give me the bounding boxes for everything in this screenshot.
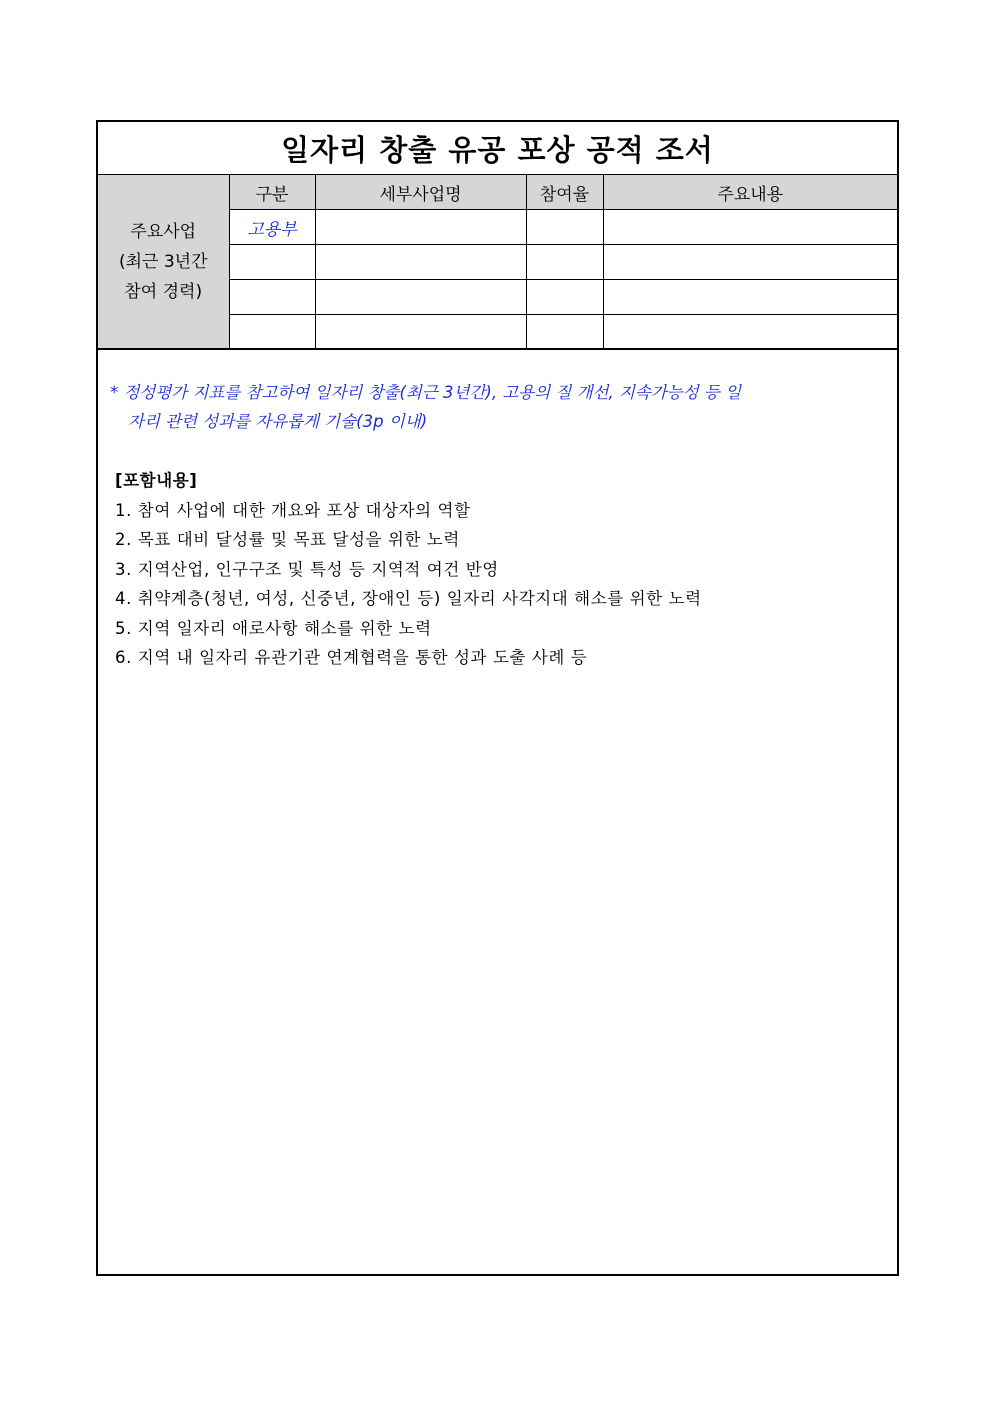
include-item: 3. 지역산업, 인구구조 및 특성 등 지역적 여건 반영 <box>115 559 499 579</box>
main-projects-label <box>98 175 229 350</box>
form-title: 일자리 창출 유공 포상 공적 조서 <box>98 122 897 175</box>
header-participation-rate: 참여율 <box>526 175 603 210</box>
table-header-row <box>98 175 897 210</box>
include-heading: [포함내용] <box>115 471 198 490</box>
cell-main-content[interactable] <box>603 280 897 315</box>
include-contents <box>115 466 702 673</box>
cell-project-name[interactable] <box>315 280 526 315</box>
include-item: 1. 참여 사업에 대한 개요와 포상 대상자의 역할 <box>115 500 471 520</box>
cell-category[interactable] <box>229 280 315 315</box>
cell-project-name[interactable] <box>315 315 526 350</box>
guidance-note-line: * 정성평가 지표를 참고하여 일자리 창출(최근 3년간), 고용의 질 개선, 지속가능성 등 일 <box>110 383 742 402</box>
cell-main-content[interactable] <box>603 315 897 350</box>
cell-category[interactable]: 고용부 <box>229 210 315 245</box>
cell-main-content[interactable] <box>603 245 897 280</box>
cell-participation-rate[interactable] <box>526 245 603 280</box>
cell-participation-rate[interactable] <box>526 210 603 245</box>
cell-category[interactable] <box>229 315 315 350</box>
include-item: 4. 취약계층(청년, 여성, 신중년, 장애인 등) 일자리 사각지대 해소를 위한 노력 <box>115 589 702 608</box>
cell-participation-rate[interactable] <box>526 280 603 315</box>
cell-project-name[interactable] <box>315 210 526 245</box>
side-label-line: (최근 3년간 <box>118 252 208 272</box>
cell-main-content[interactable] <box>603 210 897 245</box>
cell-project-name[interactable] <box>315 245 526 280</box>
side-label-line: 참여 경력) <box>124 282 203 302</box>
header-project-name: 세부사업명 <box>315 175 526 210</box>
cell-participation-rate[interactable] <box>526 315 603 350</box>
guidance-note-line: 자리 관련 성과를 자유롭게 기술(3p 이내) <box>128 412 428 431</box>
include-item: 6. 지역 내 일자리 유관기관 연계협력을 통한 성과 도출 사례 등 <box>115 648 588 667</box>
include-item: 5. 지역 일자리 애로사항 해소를 위한 노력 <box>115 618 432 638</box>
form-frame <box>96 120 899 1276</box>
guidance-note <box>110 378 890 436</box>
cell-category[interactable] <box>229 245 315 280</box>
section-divider <box>98 348 897 349</box>
include-item: 2. 목표 대비 달성률 및 목표 달성을 위한 노력 <box>115 530 460 549</box>
main-projects-table <box>98 175 897 350</box>
header-main-content: 주요내용 <box>603 175 897 210</box>
side-label-line: 주요사업 <box>130 222 197 242</box>
header-category: 구분 <box>229 175 315 210</box>
